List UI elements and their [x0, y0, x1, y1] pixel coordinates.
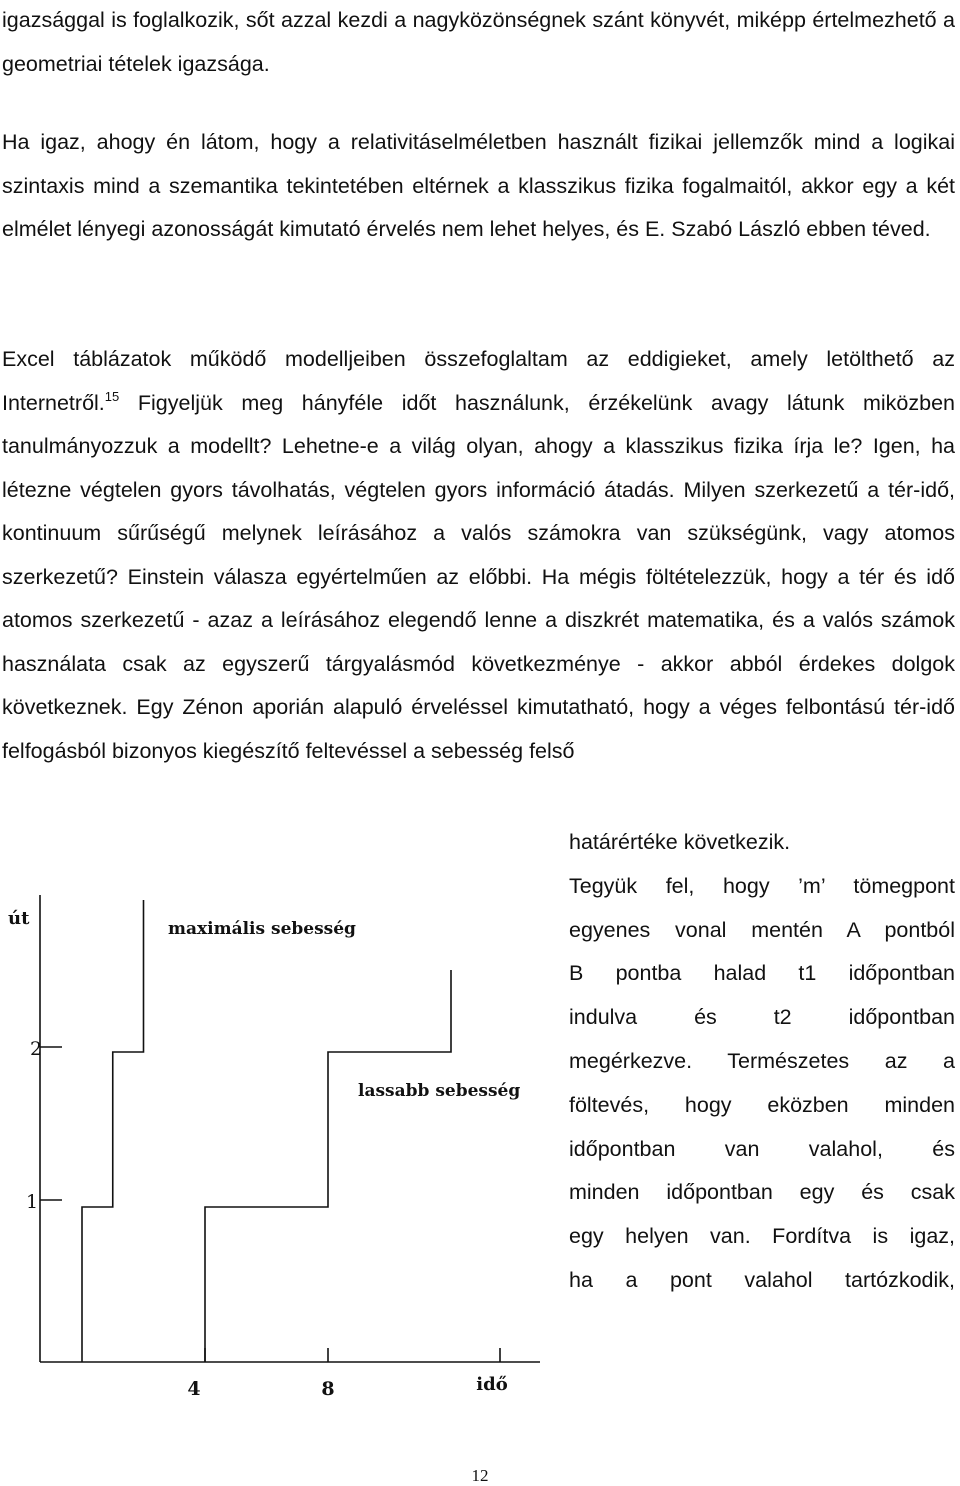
- annotation-maximum-speed: maximális sebesség: [168, 919, 356, 939]
- page-number: 12: [471, 1466, 489, 1485]
- distance-time-staircase-figure: [0, 870, 560, 1410]
- paragraph-3: [2, 338, 955, 773]
- annotation-slower-speed: lassabb sebesség: [358, 1081, 521, 1101]
- x-axis-label: idő: [476, 1374, 508, 1395]
- side-line: határértéke következik.: [569, 830, 791, 854]
- side-line: Tegyük fel, hogy ’m’ tömegpont: [569, 873, 955, 898]
- paragraph-3-text-a: Excel táblázatok működő modelljeiben összefoglaltam az eddigieket, amely letölthető az Internetről.: [2, 347, 955, 415]
- x-tick-label-8: 8: [321, 1378, 335, 1400]
- side-line: megérkezve. Természetes az a: [569, 1048, 955, 1073]
- paragraph-1: [2, 0, 955, 86]
- paragraph-2-text: Ha igaz, ahogy én látom, hogy a relativitáselméletben használt fizikai jellemzők mind a logikai szintaxis mind a szemantika tekintetében eltérnek a klasszikus fizika fogalmaitól, akkor egy a két elmélet lényegi azonosságát kimutató érvelés nem lehet helyes, és E. Szabó László ebben téved.: [2, 130, 955, 241]
- side-column-text: [569, 821, 955, 1303]
- side-line: időpontban van valahol, és: [569, 1136, 955, 1161]
- side-line: ha a pont valahol tartózkodik,: [569, 1267, 955, 1292]
- slower-speed-staircase: [205, 970, 451, 1362]
- side-line: indulva és t2 időpontban: [569, 1005, 955, 1030]
- figure-axes: [40, 895, 540, 1362]
- paragraph-2: [2, 121, 955, 252]
- side-line: egy helyen van. Fordítva is igaz,: [569, 1224, 955, 1249]
- footnote-marker[interactable]: 15: [104, 388, 120, 404]
- paragraph-1-text: igazsággal is foglalkozik, sőt azzal kezdi a nagyközönségnek szánt könyvét, miképp értelmezhető a geometriai tételek igazsága.: [2, 8, 955, 76]
- side-line: B pontba halad t1 időpontban: [569, 961, 955, 986]
- side-line: minden időpontban egy és csak: [569, 1180, 955, 1205]
- paragraph-3-text-b: Figyeljük meg hányféle időt használunk, érzékelünk avagy látunk miközben tanulmányozzuk a modellt? Lehetne-e a világ olyan, ahogy a klasszikus fizika írja le? Igen, ha létezne végtelen gyors távolhatás, végtelen gyors információ átadás. Milyen szerkezetű a tér-idő, kontinuum sűrűségű melynek leírásához a valós számokra van szükségünk, vagy atomos szerkezetű? Einstein válasza egyértelműen az előbbi. Ha mégis föltételezzük, hogy a tér és idő atomos szerkezetű - azaz a leírásához elegendő lenne a diszkrét matematika, és a valós számok használata csak az egyszerű tárgyalásmód következménye - akkor abból érdekes dolgok következnek. Egy Zénon aporián alapuló érveléssel kimutatható, hogy a véges felbontású tér-idő felfogásból bizonyos kiegészítő feltevéssel a sebesség felső: [2, 390, 955, 763]
- y-tick-label-1: 1: [25, 1191, 39, 1213]
- x-tick-label-4: 4: [187, 1378, 201, 1400]
- y-axis-label: út: [8, 908, 30, 929]
- y-tick-label-2: 2: [29, 1038, 43, 1060]
- side-line: egyenes vonal mentén A pontból: [569, 917, 955, 942]
- maximum-speed-staircase: [82, 900, 144, 1362]
- side-line: föltevés, hogy eközben minden: [569, 1092, 955, 1117]
